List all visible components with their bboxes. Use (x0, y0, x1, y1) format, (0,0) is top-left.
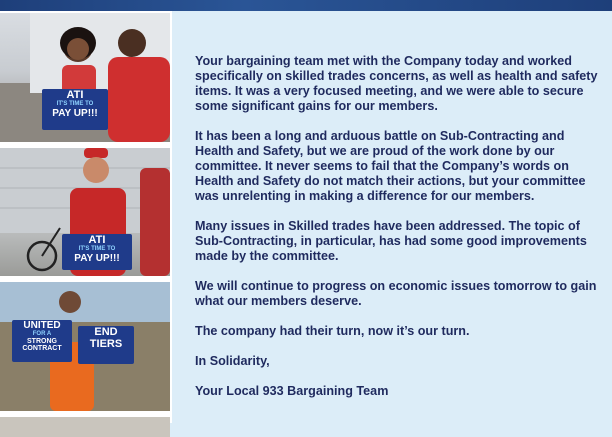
sign-line3: PAY UP!!! (52, 108, 98, 119)
paragraph-4: We will continue to progress on economic issues tomorrow to gain what our members deserve. (195, 279, 597, 308)
photo-member-with-two-signs (0, 282, 170, 411)
paragraph-5: The company had their turn, now it’s our turn. (195, 324, 470, 338)
photo-member-with-bike-and-sign (0, 148, 170, 276)
sign-line2: IT'S TIME TO (78, 246, 116, 252)
sign-line1: UNITED (23, 320, 61, 331)
sign-line1: ATI (88, 234, 106, 246)
sign-line2: FOR A (32, 331, 52, 337)
sign-line2: IT'S TIME TO (56, 101, 94, 107)
sign-line1: ATI (66, 89, 84, 101)
paragraph-2: It has been a long and arduous battle on Sub-Contracting and Health and Safety, but we are proud of the work done by our committee. It never seems to fail that the Company’s words on Health and Safety do not match their actions, but your committee was unrelenting in making a difference for our members. (195, 129, 586, 203)
sign-end-tiers (78, 326, 134, 364)
sign-line3: TIERS (89, 338, 123, 350)
signature: Your Local 933 Bargaining Team (195, 384, 389, 398)
photo-column (0, 11, 172, 423)
sign-united-strong-contract (12, 320, 72, 362)
sign-line3: PAY UP!!! (74, 253, 120, 264)
sign-ati-pay-up-2 (62, 234, 132, 270)
header-band (0, 0, 612, 11)
sign-line1: END (94, 326, 118, 338)
letter-body (195, 54, 600, 399)
photo-4-partial (0, 417, 170, 437)
photo-two-members-with-sign (0, 13, 170, 142)
closing: In Solidarity, (195, 354, 270, 368)
sign-line3: STRONG CONTRACT (22, 338, 62, 352)
paragraph-3: Many issues in Skilled trades have been addressed. The topic of Sub-Contracting, in particular, has had some good improvements made by the committee. (195, 219, 587, 263)
paragraph-1: Your bargaining team met with the Company today and worked specifically on skilled trades concerns, as well as health and safety items. It was a very focused meeting, and we were able to secure some significant gains for our members. (195, 54, 598, 113)
sign-ati-pay-up (42, 89, 108, 130)
